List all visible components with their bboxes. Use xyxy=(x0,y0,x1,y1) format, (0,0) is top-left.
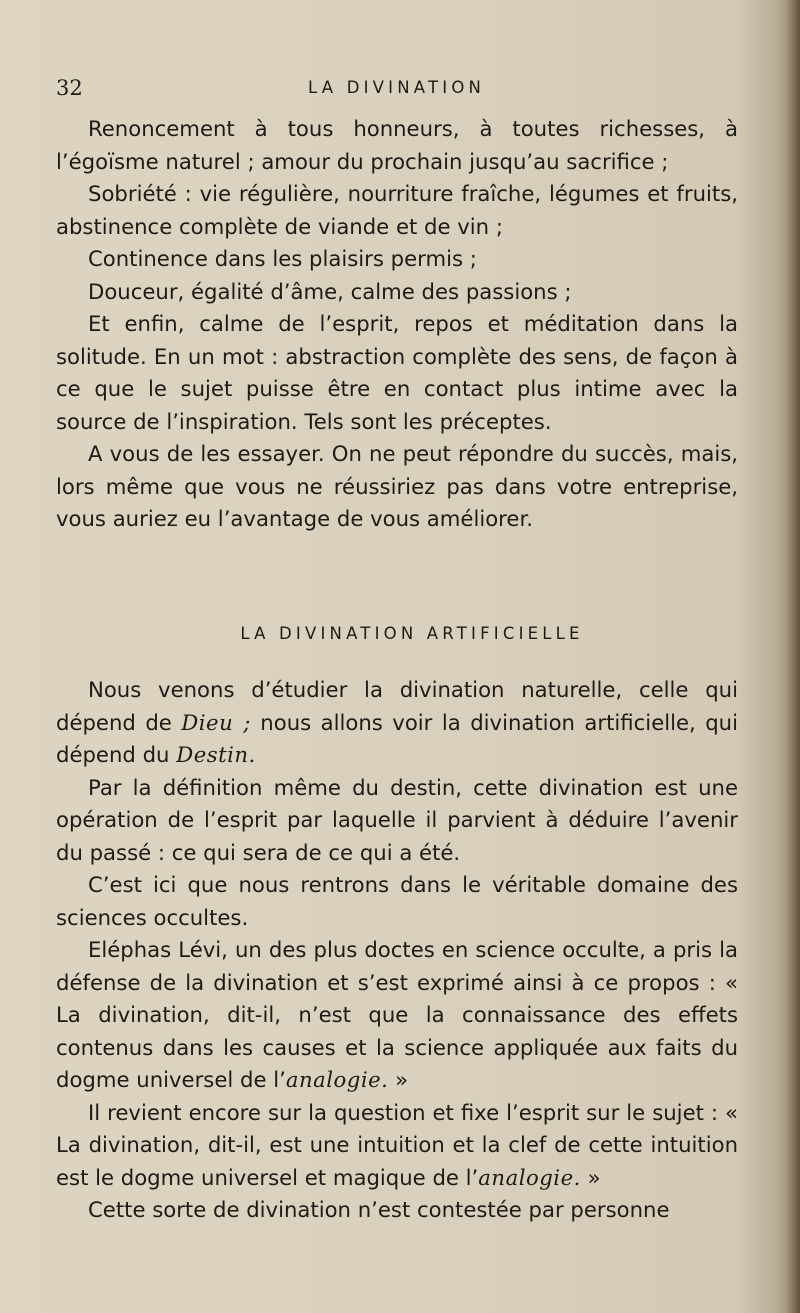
text-run: » xyxy=(388,1067,409,1092)
italic-term: analogie. xyxy=(478,1164,581,1190)
paragraph: Sobriété : vie régulière, nourriture fraîche, légumes et fruits, abstinence complète de viande et de vin ; xyxy=(56,181,738,239)
text-run: nous allons voir la divination artificielle, qui dépend du xyxy=(56,709,739,767)
paragraph: Par la définition même du destin, cette divination est une opération de l’esprit par laquelle il parvient à déduire l’avenir du passé : ce qui sera de ce qui a été. xyxy=(56,774,738,865)
paragraph: Continence dans les plaisirs permis ; xyxy=(88,246,477,271)
italic-term: Destin. xyxy=(176,742,256,767)
section-precepts xyxy=(56,113,738,536)
paragraph: Cette sorte de divination n’est contestée par personne xyxy=(88,1197,670,1222)
paragraph xyxy=(56,934,738,1097)
italic-term: analogie. xyxy=(285,1067,389,1092)
section-divination-artificielle xyxy=(56,674,738,1227)
text-run: Nous venons d’étudier la divination naturelle, celle qui dépend de xyxy=(56,677,738,735)
paragraph xyxy=(56,674,738,772)
paragraph: Renoncement à tous honneurs, à toutes richesses, à l’égoïsme naturel ; amour du prochain jusqu’au sacrifice ; xyxy=(56,116,738,174)
page-header xyxy=(56,74,736,104)
text-run: Eléphas Lévi, un des plus doctes en science occulte, a pris la défense de la divination et s’est exprimé ainsi à ce propos : « La divination, dit-il, n’est que la connaissance des effets contenus dans les causes et la science appliquée aux faits du dogme universel de l’ xyxy=(56,937,738,1092)
page-edge-shadow xyxy=(786,0,800,1313)
paragraph: Douceur, égalité d’âme, calme des passions ; xyxy=(88,278,572,304)
text-run: » xyxy=(580,1164,601,1190)
page-number: 32 xyxy=(56,76,83,100)
text-run: Il revient encore sur la question et fixe l’esprit sur le sujet : « La divination, dit-il, est une intuition et la clef de cette intuition est le dogme universel et magique de l’ xyxy=(56,1099,738,1190)
paragraph xyxy=(56,1097,738,1195)
section-heading: LA DIVINATION ARTIFICIELLE xyxy=(240,624,584,643)
paragraph: Et enfin, calme de l’esprit, repos et méditation dans la solitude. En un mot : abstraction complète des sens, de façon à ce que le sujet puisse être en contact plus intime avec la source de l’inspiration. Tels sont les préceptes. xyxy=(56,311,738,434)
running-title: LA DIVINATION xyxy=(308,78,486,97)
paragraph: C’est ici que nous rentrons dans le véritable domaine des sciences occultes. xyxy=(56,872,738,930)
paragraph: A vous de les essayer. On ne peut répondre du succès, mais, lors même que vous ne réussiriez pas dans votre entreprise, vous auriez eu l’avantage de vous améliorer. xyxy=(56,441,738,531)
italic-term: Dieu ; xyxy=(181,709,251,735)
